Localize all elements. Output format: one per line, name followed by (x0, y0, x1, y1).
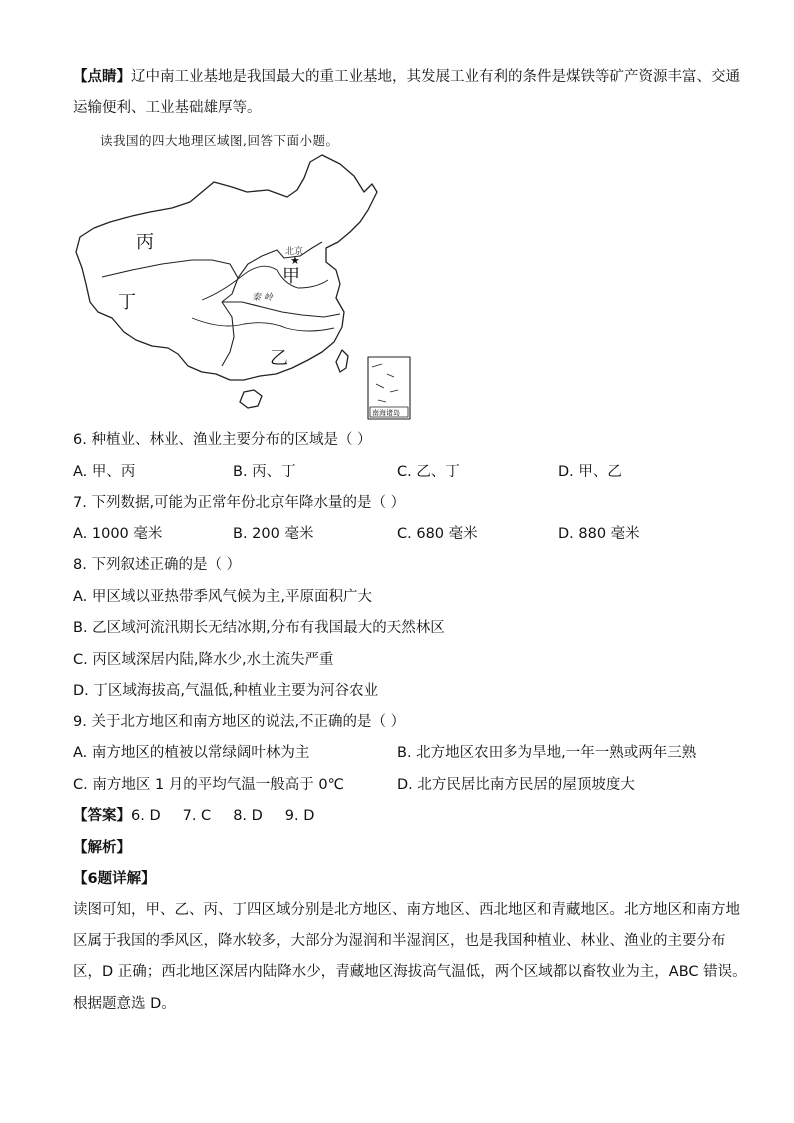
tip-label: 【点睛】 (73, 69, 131, 85)
map-region-yi: 乙 (270, 348, 288, 369)
q9-option-b[interactable]: B. 北方地区农田多为旱地,一年一熟或两年三熟 (397, 745, 697, 761)
map-city-label: 北京 (285, 247, 304, 257)
q6-option-c[interactable]: C. 乙、丁 (397, 464, 460, 480)
q8-option-b[interactable]: B. 乙区域河流汛期长无结冰期,分布有我国最大的天然林区 (73, 620, 445, 636)
q8-option-a[interactable]: A. 甲区域以亚热带季风气候为主,平原面积广大 (73, 589, 372, 605)
q8-option-d[interactable]: D. 丁区域海拔高,气温低,种植业主要为河谷农业 (73, 683, 379, 699)
analysis-label: 【解析】 (73, 840, 131, 856)
answer-6: 6. D (131, 808, 161, 824)
detail-label: 【6题详解】 (73, 871, 156, 887)
q6-option-b[interactable]: B. 丙、丁 (233, 464, 296, 480)
detail-line-4: 根据题意选 D。 (73, 996, 176, 1012)
q7-option-c[interactable]: C. 680 毫米 (397, 526, 478, 542)
answer-label: 【答案】 (73, 808, 131, 824)
q9-option-d[interactable]: D. 北方民居比南方民居的屋顶坡度大 (397, 777, 635, 793)
q7-option-d[interactable]: D. 880 毫米 (558, 526, 640, 542)
map-intro: 读我国的四大地理区域图,回答下面小题。 (100, 133, 339, 148)
question-7-stem: 7. 下列数据,可能为正常年份北京年降水量的是（ ） (73, 495, 406, 511)
q6-option-d[interactable]: D. 甲、乙 (558, 464, 622, 480)
question-6-stem: 6. 种植业、林业、渔业主要分布的区域是（ ） (73, 432, 372, 448)
map-region-bing: 丙 (136, 232, 154, 253)
q9-option-a[interactable]: A. 南方地区的植被以常绿阔叶林为主 (73, 745, 310, 761)
detail-line-2: 区属于我国的季风区，降水较多，大部分为湿润和半湿润区，也是我国种植业、林业、渔业的主要分布 (73, 933, 726, 949)
northwest-boundary-line (238, 242, 322, 278)
qinling-huaihe-line (222, 302, 340, 317)
map-region-ding: 丁 (118, 292, 136, 313)
beijing-star-icon: ★ (290, 254, 300, 267)
q6-option-a[interactable]: A. 甲、丙 (73, 464, 136, 480)
map-inset-label: 南海诸岛 (372, 409, 400, 417)
china-outline (76, 155, 377, 380)
q9-option-c[interactable]: C. 南方地区 1 月的平均气温一般高于 0℃ (73, 777, 344, 793)
tip-text-1: 辽中南工业基地是我国最大的重工业基地，其发展工业有利的条件是煤铁等矿产资源丰富、交通 (131, 69, 740, 85)
answer-8: 8. D (233, 808, 263, 824)
map-mountain-label: 秦 岭 (252, 293, 273, 303)
detail-line-3: 区，D 正确；西北地区深居内陆降水少，青藏地区海拔高气温低，两个区域都以畜牧业为主，ABC 错误。 (73, 964, 747, 980)
tibet-east-line (222, 302, 234, 366)
china-regions-map (72, 152, 417, 422)
question-8-stem: 8. 下列叙述正确的是（ ） (73, 557, 242, 573)
answer-row (73, 806, 336, 826)
answer-7: 7. C (182, 808, 212, 824)
q7-option-a[interactable]: A. 1000 毫米 (73, 526, 163, 542)
q8-option-c[interactable]: C. 丙区域深居内陆,降水少,水土流失严重 (73, 652, 334, 668)
tip-line-2: 运输便利、工业基础雄厚等。 (73, 100, 262, 116)
tip-line-1 (73, 67, 740, 87)
answer-9: 9. D (284, 808, 315, 824)
q7-option-b[interactable]: B. 200 毫米 (233, 526, 314, 542)
detail-line-1: 读图可知，甲、乙、丙、丁四区域分别是北方地区、南方地区、西北地区和青藏地区。北方地区和南方地 (73, 902, 740, 918)
question-9-stem: 9. 关于北方地区和南方地区的说法,不正确的是（ ） (73, 714, 406, 730)
taiwan-island (336, 350, 348, 372)
hainan-island (240, 390, 262, 408)
map-region-jia: 甲 (282, 266, 300, 287)
yangtze-river (192, 318, 334, 331)
